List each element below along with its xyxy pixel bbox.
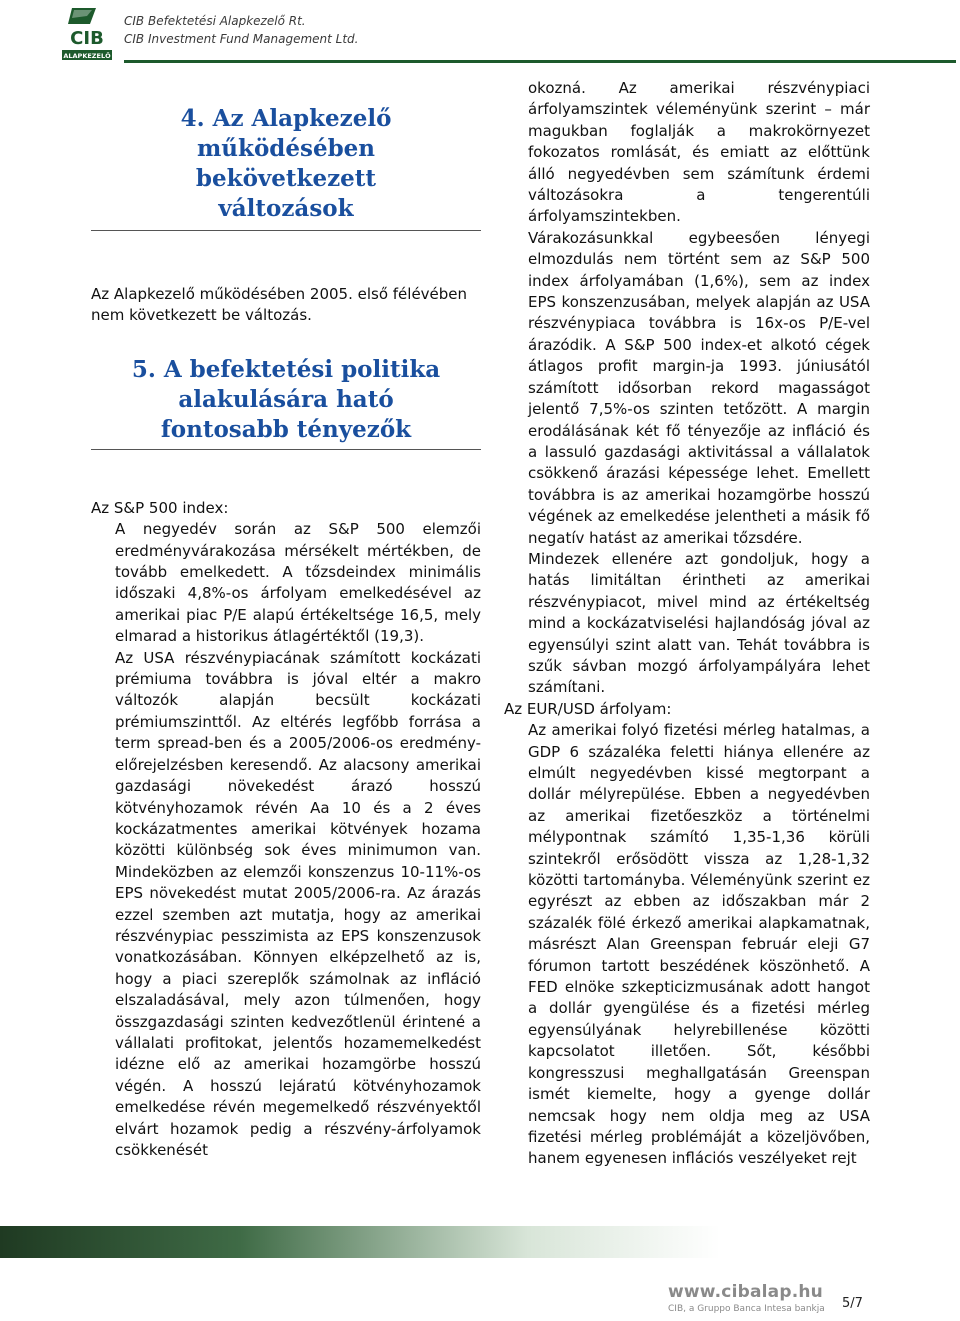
footer-band (0, 1226, 960, 1258)
section-5-title-line: fontosabb tényezők (160, 415, 412, 443)
sp500-paragraph-continued: okozná. Az amerikai részvénypiaci árfolyamszintek véleményünk szerint – már magukban foglalják a makrokörnyezet fokozatos romlását, és emiatt az előttünk álló negyedévben sem számítunk érdemi változásokra a tengerentúli árfolyamszintekben. (528, 79, 870, 226)
left-column (91, 78, 481, 1161)
eurusd-paragraph: Az amerikai folyó fizetési mérleg hatalmas, a GDP 6 százaléka feletti hiánya ellenére az elmúlt negyedévben kissé megtorpant a dollár mélyrepülése. Ebben a negyedévben az amerikai fizetőeszköz a történelmi mélypontnak számító 1,35-1,36 körüli szintekről erősödött vissza az 1,28-1,32 közötti tartományba. Véleményünk szerint ez egyrészt az ebben az időszakban már 2 százalék fölé érkező amerikai alapkamatnak, másrészt Alan Greenspan február eleji G7 fórumon tartott beszédének köszönhető. A FED elnöke szkepticizmusának adott hangot a dollár gyengülése és a fizetési mérleg egyensúlyának helyrebillenése közötti kapcsolatot illetően. Sőt, későbbi kongresszusi meghallgatásán Greenspan ismét kiemelte, hogy a gyenge dollár nemcsak hogy nem oldja meg az USA fizetési mérleg problémáját a közeljövőben, hanem egyenesen inflációs veszélyeket rejt (528, 721, 870, 1168)
section-4-title-line: 4. Az Alapkezelő (180, 105, 392, 132)
sp500-label: Az S&P 500 index: (91, 498, 229, 517)
section-5-heading (91, 355, 481, 445)
section-4-body: Az Alapkezelő működésében 2005. első félévében nem következett be változás. (91, 285, 468, 325)
logo-text: CIB (70, 28, 104, 49)
company-name-en: CIB Investment Fund Management Ltd. (124, 32, 359, 46)
footer-tagline: CIB, a Gruppo Banca Intesa bankja (668, 1304, 825, 1314)
section-5-rule (91, 449, 481, 450)
section-5-title-line: alakulására ható (178, 385, 394, 413)
section-4-rule (91, 230, 481, 231)
section-4-title-line: működésében (196, 135, 376, 162)
section-4-title-line: bekövetkezett (195, 165, 377, 192)
page-number: 5/7 (842, 1296, 863, 1311)
footer-website[interactable]: www.cibalap.hu (668, 1282, 823, 1302)
company-name-hu: CIB Befektetési Alapkezelő Rt. (124, 14, 306, 28)
logo-subtext: ALAPKEZELŐ (63, 52, 111, 60)
company-name (124, 12, 359, 48)
eurusd-label: Az EUR/USD árfolyam: (504, 699, 672, 718)
sp500-paragraph: Várakozásunkkal egybeesően lényegi elmozdulás nem történt sem az S&P 500 index árfolyamában (1,6%), sem az index EPS konszenzusában, melyek alapján az USA részvénypiaca továbbra is 16x-os P/E-vel árazódik. A S&P 500 index-et alkotó cégek átlagos profit margin-ja 1993. júniusától számított idősorban rekord magasságot jelentő 7,5%-os szinten tetőzött. A margin erodálásának két fő tényezője az infláció és a lassuló gazdasági aktivitással a vállalatok csökkenő árazási képessége lehet. Emellett továbbra is az amerikai hozamgörbe hosszú végének az emelkedése jelentheti a másik fő negatív hatást az amerikai tőzsdére. (528, 228, 870, 547)
sp500-paragraph: Mindezek ellenére azt gondoljuk, hogy a hatás limitáltan érintheti az amerikai részvénypiacot, mivel mind az értékeltség mind a kockázatviselési hajlandóság jóval az egyensúlyi szint alatt van. Tehát továbbra is szűk sávban mozgó árfolyampályára lehet számítani. (528, 549, 870, 697)
sp500-paragraph: Az USA részvénypiacának számított kockázati prémiuma továbbra is jóval eltér a makro változók alapján becsült kockázati prémiumszinttől. Az eltérés legfőbb forrása a term spread-ben és a 2005/2006-os eredmény-előrejelzésben keresendő. Az alacsony amerikai gazdasági növekedést árazó hosszú kötvényhozamok révén Aa 10 és a 2 éves kockázatmentes amerikai kötvények hozama közötti különbség sok éves minimumon van. Mindeközben az elemzői konszenzus 10-11%-os EPS növekedést mutat 2005/2006-ra. Az árazás ezzel szemben azt mutatja, hogy az amerikai részvénypiac pesszimista az EPS konszenzusok vonatkozásában. Könnyen elképzelhető az is, hogy a piaci szereplők számolnak az infláció elszaladásával, mely azon túlmenően, hogy összgazdasági szinten kedvezőtlenül érintené a vállalati profitokat, jelentős hozamemelkedést idézne elő az amerikai hozamgörbe hosszú végén. A hosszú lejáratú kötvényhozamok emelkedése révén megemelkedő részvényektől elvárt hozamok pedig a részvény-árfolyamok csökkenését (115, 648, 481, 1159)
page-header (0, 0, 960, 70)
sp500-paragraph: A negyedév során az S&P 500 elemzői eredményvárakozása mérsékelt mértékben, de tovább emelkedett. A tőzsdeindex minimális időszaki 4,8%-os árfolyam emelkedésével az amerikai piac P/E alapú értékeltsége 16,5, mely elmarad a historikus átlagértéktől (19,3). (115, 520, 481, 646)
section-4-heading (91, 104, 481, 224)
header-divider (124, 60, 956, 63)
right-column (504, 78, 870, 1170)
section-4-title-line: változások (218, 195, 354, 222)
page-footer (0, 1226, 960, 1321)
section-5-title-line: 5. A befektetési politika (131, 355, 441, 383)
cib-logo (58, 4, 116, 62)
